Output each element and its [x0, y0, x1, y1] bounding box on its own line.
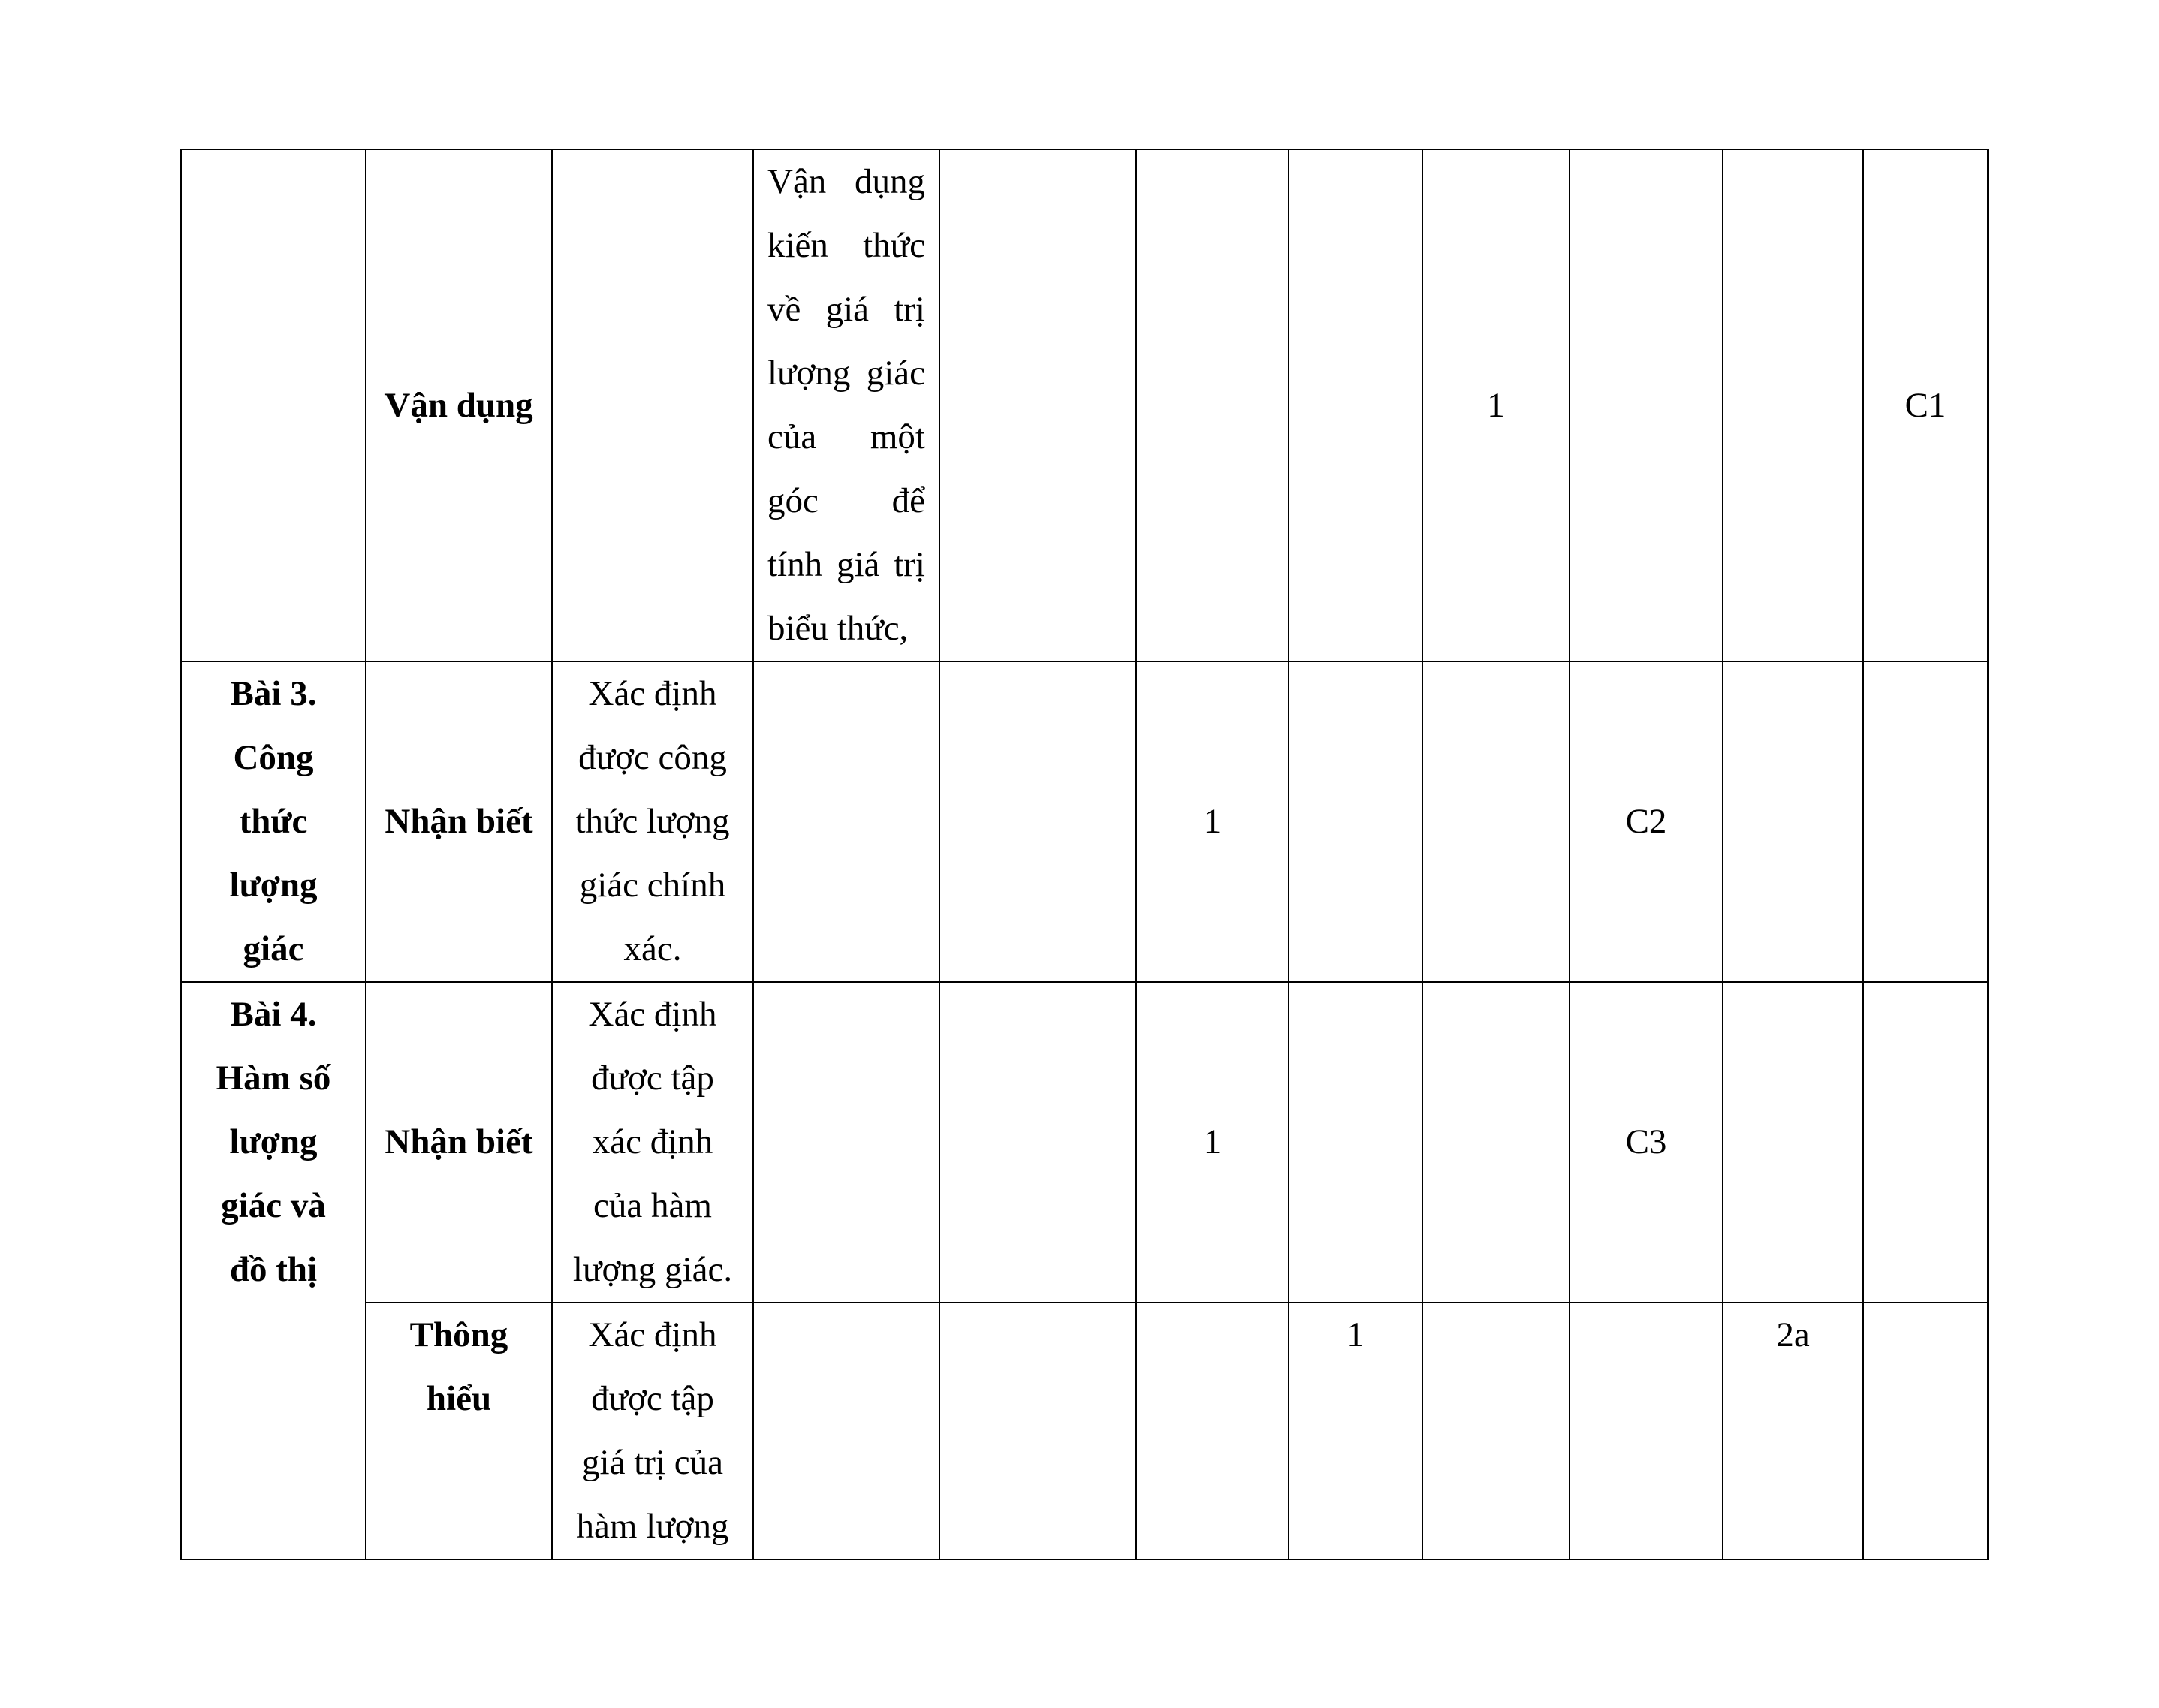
question-cell: C1: [1863, 149, 1988, 661]
question-cell: C2: [1569, 661, 1723, 982]
topic-cell: [181, 661, 366, 982]
description-line: Xác định: [588, 1315, 717, 1354]
description-cell-empty: [552, 149, 753, 661]
count-cell: [1136, 1303, 1289, 1559]
topic-cell-empty: [181, 149, 366, 661]
table-row: [181, 1303, 1988, 1559]
detail-line: lượng giác: [767, 354, 925, 393]
topic-line: Hàm số: [216, 1059, 331, 1098]
question-cell: C3: [1569, 982, 1723, 1303]
detail-line: của một: [767, 417, 925, 456]
description-line: lượng giác.: [572, 1250, 733, 1289]
level-line: Thông: [409, 1315, 508, 1354]
count-cell: 1: [1289, 1303, 1422, 1559]
topic-line: đồ thị: [229, 1250, 318, 1289]
description-line: của hàm: [593, 1186, 712, 1225]
topic-cell: [181, 982, 366, 1559]
question-cell: [1863, 661, 1988, 982]
topic-line: thức: [239, 802, 308, 841]
count-cell: [939, 661, 1136, 982]
detail-cell-empty: [753, 661, 939, 982]
detail-cell-empty: [753, 1303, 939, 1559]
topic-line: Bài 3.: [230, 674, 317, 713]
level-line: hiểu: [426, 1379, 492, 1418]
description-cell: [552, 661, 753, 982]
count-cell: [1422, 1303, 1569, 1559]
detail-line: tính giá trị: [767, 545, 925, 584]
description-line: Xác định: [588, 995, 717, 1034]
description-line: giác chính: [579, 866, 726, 905]
detail-cell: [753, 149, 939, 661]
description-cell: [552, 982, 753, 1303]
count-cell: [1289, 149, 1422, 661]
question-cell: [1569, 149, 1723, 661]
question-cell: [1723, 982, 1863, 1303]
description-line: giá trị của: [582, 1443, 723, 1482]
question-cell: [1863, 982, 1988, 1303]
count-cell: [939, 1303, 1136, 1559]
count-cell: [1136, 149, 1289, 661]
description-line: được tập: [591, 1059, 714, 1098]
table-row: [181, 982, 1988, 1303]
table-row: [181, 149, 1988, 661]
description-line: Xác định: [588, 674, 717, 713]
detail-line: về giá trị: [767, 290, 925, 329]
description-line: xác định: [592, 1122, 713, 1161]
description-line: thức lượng: [575, 802, 730, 841]
description-line: hàm lượng: [576, 1507, 729, 1546]
detail-line: góc để: [767, 481, 925, 520]
description-line: xác.: [623, 929, 682, 968]
detail-line: Vận dụng: [767, 162, 925, 201]
count-cell: [939, 149, 1136, 661]
question-cell: [1569, 1303, 1723, 1559]
question-cell: [1863, 1303, 1988, 1559]
topic-line: lượng: [229, 1122, 318, 1161]
count-cell: [1422, 661, 1569, 982]
topic-line: Bài 4.: [230, 995, 317, 1034]
matrix-table: [180, 149, 1989, 1560]
count-cell: [1289, 661, 1422, 982]
count-cell: [939, 982, 1136, 1303]
count-cell: [1289, 982, 1422, 1303]
topic-line: giác và: [221, 1186, 326, 1225]
topic-line: giác: [243, 929, 304, 968]
count-cell: 1: [1136, 982, 1289, 1303]
description-line: được công: [578, 738, 727, 777]
level-cell: Nhận biết: [366, 982, 552, 1303]
detail-line: kiến thức: [767, 226, 925, 265]
topic-line: Công: [233, 738, 314, 777]
level-cell: [366, 1303, 552, 1559]
table-row: [181, 661, 1988, 982]
question-cell: [1723, 661, 1863, 982]
level-cell: Nhận biết: [366, 661, 552, 982]
question-cell: 2a: [1723, 1303, 1863, 1559]
level-cell: Vận dụng: [366, 149, 552, 661]
count-cell: 1: [1422, 149, 1569, 661]
topic-line: lượng: [229, 866, 318, 905]
detail-cell-empty: [753, 982, 939, 1303]
count-cell: [1422, 982, 1569, 1303]
question-cell: [1723, 149, 1863, 661]
description-line: được tập: [591, 1379, 714, 1418]
detail-line: biểu thức,: [767, 609, 909, 648]
description-cell: [552, 1303, 753, 1559]
count-cell: 1: [1136, 661, 1289, 982]
